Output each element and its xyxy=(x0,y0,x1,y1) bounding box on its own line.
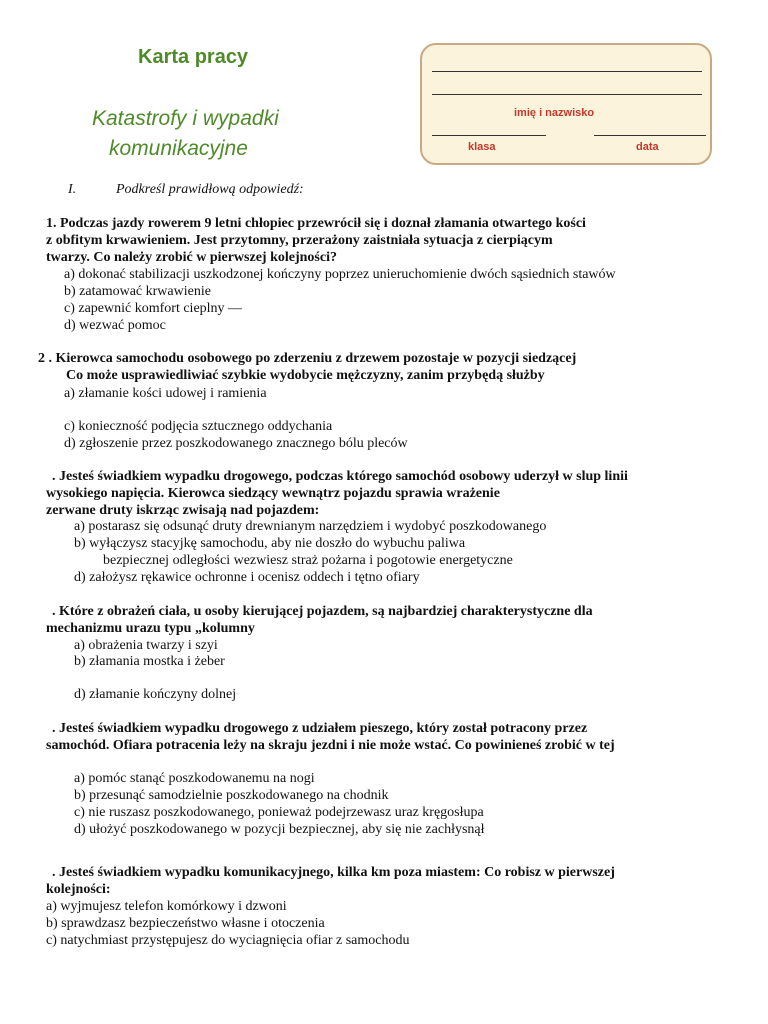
q1-option-c[interactable]: c) zapewnić komfort cieplny — xyxy=(64,301,243,316)
class-line xyxy=(432,135,546,136)
q2-option-d[interactable]: d) zgłoszenie przez poszkodowanego znacznego bólu pleców xyxy=(64,436,408,451)
q4-line-2: mechanizmu urazu typu „kolumny xyxy=(46,621,255,636)
q1-line-3: twarzy. Co należy zrobić w pierwszej kolejności? xyxy=(46,250,337,265)
date-label: data xyxy=(636,141,659,153)
q6-line-2: kolejności: xyxy=(46,882,111,897)
q5-line-1: . Jesteś świadkiem wypadku drogowego z udziałem pieszego, który został potracony przez xyxy=(52,721,588,736)
q1-option-a[interactable]: a) dokonać stabilizacji uszkodzonej kończyny poprzez unieruchomienie dwóch sąsiednich stawów xyxy=(64,267,616,282)
q2-option-c[interactable]: c) konieczność podjęcia sztucznego oddychania xyxy=(64,419,333,434)
q4-line-1: . Które z obrażeń ciała, u osoby kierującej pojazdem, są najbardziej charakterystyczne dla xyxy=(52,604,593,619)
q6-line-1: . Jesteś świadkiem wypadku komunikacyjnego, kilka km poza miastem: Co robisz w pierwszej xyxy=(52,865,615,880)
q3-line-2: wysokiego napięcia. Kierowca siedzący wewnątrz pojazdu sprawia wrażenie xyxy=(46,486,500,501)
name-label: imię i nazwisko xyxy=(514,107,595,119)
q1-option-d[interactable]: d) wezwać pomoc xyxy=(64,318,166,333)
q3-option-d[interactable]: d) założysz rękawice ochronne i ocenisz oddech i tętno ofiary xyxy=(74,570,420,585)
q4-option-b[interactable]: b) złamania mostka i żeber xyxy=(74,654,225,669)
name-line-1 xyxy=(432,71,702,72)
q4-option-d[interactable]: d) złamanie kończyny dolnej xyxy=(74,687,237,702)
q3-option-b-cont[interactable]: bezpiecznej odległości wezwiesz straż pożarna i pogotowie energetyczne xyxy=(103,553,513,568)
q3-line-1: . Jesteś świadkiem wypadku drogowego, podczas którego samochód osobowy uderzył w slup linii xyxy=(52,469,628,484)
q2-line-1: 2 . Kierowca samochodu osobowego po zderzeniu z drzewem pozostaje w pozycji siedzącej xyxy=(38,351,577,366)
q2-line-2: Co może usprawiedliwiać szybkie wydobycie mężczyzny, zanim przybędą służby xyxy=(66,368,545,383)
q5-line-2: samochód. Ofiara potracenia leży na skraju jezdni i nie może wstać. Co powinieneś zrobić w tej xyxy=(46,738,615,753)
q6-option-a[interactable]: a) wyjmujesz telefon komórkowy i dzwoni xyxy=(46,899,287,914)
q3-line-3: zerwane druty iskrząc zwisają nad pojazdem: xyxy=(46,503,320,518)
q6-option-b[interactable]: b) sprawdzasz bezpieczeństwo własne i otoczenia xyxy=(46,916,325,931)
q3-option-a[interactable]: a) postarasz się odsunąć druty drewnianym narzędziem i wydobyć poszkodowanego xyxy=(74,519,547,534)
student-info-box xyxy=(420,43,712,165)
q1-option-b[interactable]: b) zatamować krwawienie xyxy=(64,284,211,299)
q2-option-a[interactable]: a) złamanie kości udowej i ramienia xyxy=(64,386,267,401)
worksheet-subtitle xyxy=(92,104,279,164)
name-line-2 xyxy=(432,94,702,95)
subtitle-line-2: komunikacyjne xyxy=(109,137,248,160)
q5-option-a[interactable]: a) pomóc stanąć poszkodowanemu na nogi xyxy=(74,771,315,786)
q1-line-1: 1. Podczas jazdy rowerem 9 letni chłopiec przewrócił się i doznał złamania otwartego kości xyxy=(46,216,586,231)
q1-line-2: z obfitym krwawieniem. Jest przytomny, przerażony zaistniała sytuacja z cierpiącym xyxy=(46,233,553,248)
q6-option-c[interactable]: c) natychmiast przystępujesz do wyciagnięcia ofiar z samochodu xyxy=(46,933,410,948)
worksheet-title: Karta pracy xyxy=(138,46,249,68)
instruction-text: Podkreśl prawidłową odpowiedź: xyxy=(116,182,304,197)
q3-option-b[interactable]: b) wyłączysz stacyjkę samochodu, aby nie doszło do wybuchu paliwa xyxy=(74,536,466,551)
q5-option-b[interactable]: b) przesunąć samodzielnie poszkodowanego na chodnik xyxy=(74,788,389,803)
subtitle-line-1: Katastrofy i wypadki xyxy=(92,107,279,130)
date-line xyxy=(594,135,706,136)
instruction-number: I. xyxy=(68,182,77,197)
instruction xyxy=(68,182,304,198)
class-label: klasa xyxy=(468,141,496,153)
q4-option-a[interactable]: a) obrażenia twarzy i szyi xyxy=(74,638,218,653)
q5-option-c[interactable]: c) nie ruszasz poszkodowanego, ponieważ podejrzewasz uraz kręgosłupa xyxy=(74,805,484,820)
q5-option-d[interactable]: d) ułożyć poszkodowanego w pozycji bezpiecznej, aby się nie zachłysnął xyxy=(74,822,485,837)
